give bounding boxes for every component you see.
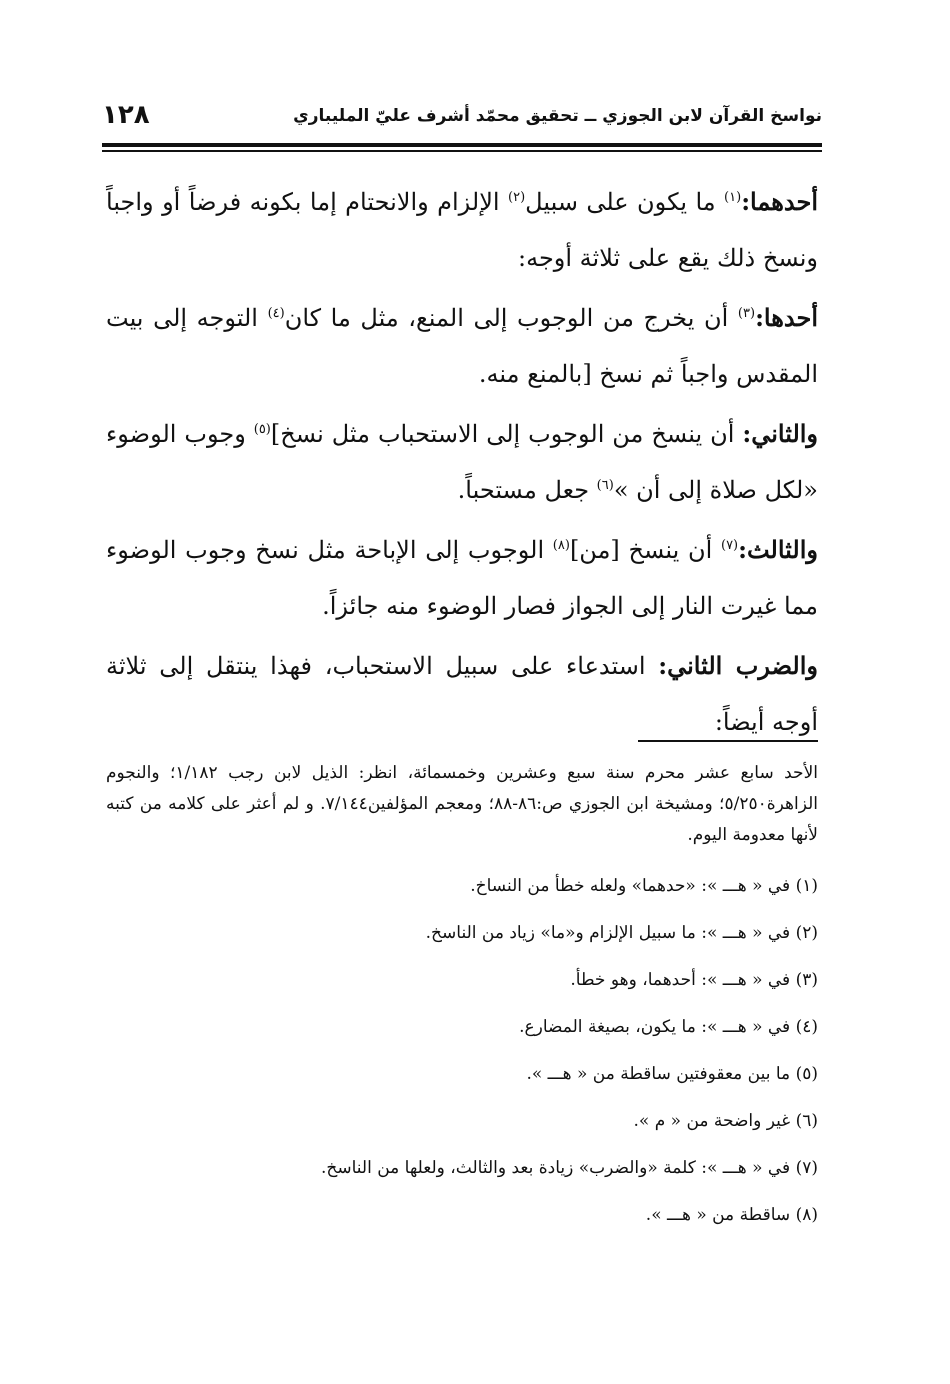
paragraph-5 (106, 638, 818, 750)
footnote-5: (٥) ما بين معقوفتين ساقطة من « هـــ ». (526, 1064, 818, 1084)
footnote-3: (٣) في « هـــ »: أحدهما، وهو خطأ. (570, 970, 818, 990)
paragraph-2 (106, 290, 818, 402)
paragraph-3-lead: والثاني: (742, 419, 819, 448)
paragraph-2-text-b: التوجه إلى بيت المقدس واجباً ثم نسخ [بالمنع منه. (106, 304, 818, 388)
footnote-2: (٢) في « هـــ »: ما سبيل الإلزام و«ما» زياد من الناسخ. (425, 923, 818, 943)
paragraph-5-lead: والضرب الثاني: (658, 651, 818, 680)
header-rule-thin (102, 150, 822, 152)
paragraph-4-text-b: الوجوب إلى الإباحة مثل نسخ وجوب الوضوء مما غيرت النار إلى الجواز فصار الوضوء منه جائزاً. (106, 536, 818, 620)
footnote-separator (638, 740, 818, 742)
footnote-ref-5: (٥) (253, 422, 271, 437)
footnote-ref-7: (٧) (720, 538, 739, 553)
paragraph-4 (106, 522, 818, 634)
header-rule-thick (102, 143, 822, 147)
running-title: نواسخ القرآن لابن الجوزي ــ تحقيق محمّد أشرف عليّ المليباري (293, 106, 822, 126)
footnote-6: (٦) غير واضحة من « م ». (633, 1111, 818, 1131)
paragraph-1 (106, 174, 818, 286)
paragraph-3-text-a: أن ينسخ من الوجوب إلى الاستحباب مثل نسخ] (270, 420, 743, 448)
paragraph-3-text-b: وجوب الوضوء «لكل صلاة إلى أن » (106, 420, 818, 504)
paragraph-1-lead: أحدهما: (741, 187, 818, 216)
paragraph-3 (106, 406, 818, 518)
paragraph-1-text-b: الإلزام والانحتام إما بكونه فرضاً أو واجباً ونسخ ذلك يقع على ثلاثة أوجه: (106, 188, 818, 272)
paragraph-2-text-a: أن يخرج من الوجوب إلى المنع، مثل ما كان (284, 304, 738, 332)
footnote-7: (٧) في « هـــ »: كلمة «والضرب» زيادة بعد والثالث، ولعلها من الناسخ. (320, 1158, 818, 1178)
footnote-ref-3: (٣) (737, 306, 756, 321)
footnote-ref-8: (٨) (552, 538, 570, 553)
footnote-ref-6: (٦) (596, 478, 614, 493)
footnote-ref-1: (١) (724, 190, 742, 205)
footnote-ref-2: (٢) (508, 190, 526, 205)
paragraph-1-text-a: ما يكون على سبيل (525, 188, 725, 216)
page-number: ١٢٨ (102, 100, 150, 130)
paragraph-4-lead: والثالث: (738, 535, 818, 564)
footnotes (106, 758, 818, 1239)
footnote-ref-4: (٤) (267, 306, 285, 321)
paragraph-2-lead: أحدها: (755, 303, 818, 332)
footnote-8: (٨) ساقطة من « هـــ ». (645, 1205, 818, 1225)
footnote-continuation: الأحد سابع عشر محرم سنة سبع وعشرين وخمسمائة، انظر: الذيل لابن رجب ١/١٨٢؛ والنجوم الزاهرة٥/٢٥٠؛ ومشيخة ابن الجوزي ص:٨٦-٨٨؛ ومعجم المؤلفين٧/١٤٤. و لم أعثر على كلامه من كتبه لأنها معدومة اليوم. (106, 763, 818, 845)
paragraph-5-text-a: استدعاء على سبيل الاستحباب، فهذا ينتقل إلى ثلاثة أوجه أيضاً: (106, 652, 818, 736)
footnote-1: (١) في « هـــ »: «حدهما» ولعله خطأ من النساخ. (470, 876, 818, 896)
main-text (106, 174, 818, 754)
paragraph-4-text-a: أن ينسخ [من] (569, 536, 721, 564)
page-header (102, 100, 822, 140)
paragraph-3-text-c: جعل مستحباً. (457, 476, 597, 504)
footnote-4: (٤) في « هـــ »: ما يكون، بصيغة المضارع. (519, 1017, 818, 1037)
